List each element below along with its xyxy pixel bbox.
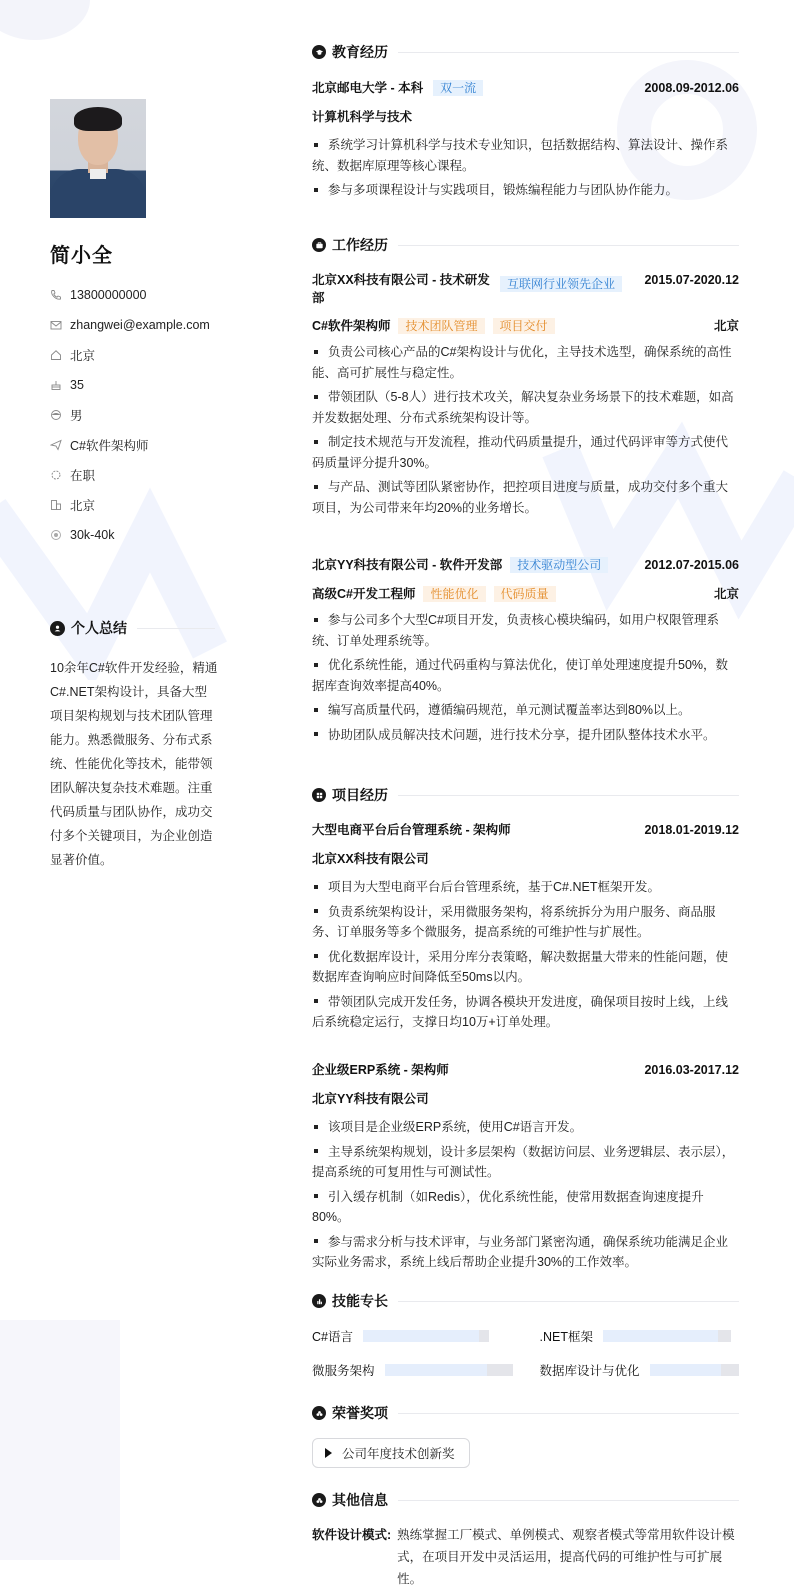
decor-rect (0, 1320, 120, 1560)
building-icon (50, 499, 62, 511)
info-salary (50, 520, 210, 550)
info-status (50, 460, 210, 490)
other-value: 熟练掌握工厂模式、单例模式、观察者模式等常用软件设计模式，在项目开发中灵活运用，提高代码的可维护性与可扩展性。 (397, 1528, 735, 1586)
list-item: 协助团队成员解决技术问题，进行技术分享，提升团队整体技术水平。 (312, 725, 739, 746)
work-item-2 (312, 556, 739, 749)
play-icon (325, 1448, 332, 1458)
job-role: 高级C#开发工程师 (312, 587, 416, 601)
award-item: 公司年度技术创新奖 (312, 1438, 470, 1468)
list-item: 该项目是企业级ERP系统，使用C#语言开发。 (312, 1117, 739, 1138)
email-value: zhangwei@example.com (70, 318, 210, 332)
job-city: 北京 (713, 587, 739, 601)
list-item: 负责公司核心产品的C#架构设计与优化，主导技术选型，确保系统的高性能、高可扩展性与稳定性。 (312, 345, 732, 380)
job-role: C#软件架构师 (312, 319, 391, 333)
company-tag: 技术驱动型公司 (510, 557, 608, 573)
skill-bar (650, 1364, 739, 1376)
list-item: 参与多项课程设计与实践项目，锻炼编程能力与团队协作能力。 (312, 180, 739, 201)
send-icon (50, 439, 62, 451)
project-item-2 (312, 1061, 739, 1277)
education-date: 2008.09-2012.06 (644, 81, 739, 95)
project-bullets (312, 1117, 739, 1273)
list-item: 与产品、测试等团队紧密协作，把控项目进度与质量，成功交付多个重大项目，为公司带来年均20%的业务增长。 (312, 480, 729, 515)
skill-bar (603, 1330, 731, 1342)
mail-icon (50, 319, 62, 331)
list-item: 主导系统架构规划，设计多层架构（数据访问层、业务逻辑层、表示层），提高系统的可复用性与可测试性。 (312, 1144, 735, 1179)
phone-icon (50, 289, 62, 301)
job-city: 北京 (713, 319, 739, 333)
location-value: 北京 (70, 349, 96, 363)
list-item: 制定技术规范与开发流程，推动代码质量提升，通过代码评审等方式使代码质量评分提升30%。 (312, 435, 729, 470)
company-name: 北京YY科技有限公司 - 软件开发部 (312, 558, 503, 572)
work-date: 2012.07-2015.06 (644, 558, 739, 572)
major: 计算机科学与技术 (312, 110, 413, 124)
list-item: 参与公司多个大型C#项目开发，负责核心模块编码，如用户权限管理系统、订单处理系统等。 (312, 613, 719, 648)
salary-value: 30k-40k (70, 528, 115, 542)
user-icon (50, 621, 65, 636)
skill-item: .NET框架 (532, 1326, 740, 1346)
honors-list (312, 1438, 739, 1468)
position-value: C#软件架构师 (70, 439, 149, 453)
gender-value: 男 (70, 409, 83, 423)
list-item: 参与需求分析与技术评审，与业务部门紧密沟通，确保系统功能满足企业实际业务需求，系统上线后帮助企业提升30%的工作效率。 (312, 1234, 729, 1269)
list-item: 优化数据库设计，采用分库分表策略，解决数据量大带来的性能问题，使数据库查询响应时间降低至50ms以内。 (312, 949, 729, 984)
skills-heading: 技能专长 (312, 1291, 739, 1311)
city-value: 北京 (70, 499, 96, 513)
education-item (312, 79, 739, 205)
skill-bar (385, 1364, 513, 1376)
info-email (50, 310, 210, 340)
cake-icon (50, 379, 62, 391)
info-position (50, 430, 210, 460)
honors-heading: 荣誉奖项 (312, 1403, 739, 1423)
role-tag: 技术团队管理 (398, 318, 484, 334)
list-item: 带领团队完成开发任务，协调各模块开发进度，确保项目按时上线，上线后系统稳定运行，支撑日均10万+订单处理。 (312, 994, 729, 1029)
graduation-cap-icon (312, 45, 326, 59)
phone-value: 13800000000 (70, 288, 147, 302)
company-tag: 互联网行业领先企业 (500, 276, 622, 292)
role-tag: 项目交付 (493, 318, 555, 334)
info-age (50, 370, 210, 400)
info-phone (50, 280, 210, 310)
info-city (50, 490, 210, 520)
salary-icon (50, 529, 62, 541)
status-icon (50, 469, 62, 481)
status-value: 在职 (70, 469, 96, 483)
education-bullets (312, 135, 739, 201)
briefcase-icon (312, 238, 326, 252)
gender-icon (50, 409, 62, 421)
skill-bar (363, 1330, 489, 1342)
other-heading: 其他信息 (312, 1490, 739, 1510)
decor-circle (0, 0, 90, 40)
list-item: 优化系统性能，通过代码重构与算法优化，使订单处理速度提升50%，数据库查询效率提高40%。 (312, 658, 729, 693)
avatar (50, 99, 146, 218)
work-bullets (312, 610, 739, 745)
work-item-1 (312, 271, 739, 522)
project-name: 大型电商平台后台管理系统 - 架构师 (312, 823, 511, 837)
project-company: 北京YY科技有限公司 (312, 1092, 429, 1106)
skill-item: 微服务架构 (312, 1360, 520, 1380)
info-location (50, 340, 210, 370)
award-icon (312, 1406, 326, 1420)
other-item (312, 1524, 739, 1590)
summary-heading: 个人总结 (50, 618, 215, 638)
home-icon (50, 349, 62, 361)
list-item: 负责系统架构设计，采用微服务架构，将系统拆分为用户服务、商品服务、订单服务等多个微服务，提高系统的可维护性与扩展性。 (312, 904, 716, 939)
list-item: 带领团队（5-8人）进行技术攻关，解决复杂业务场景下的技术难题，如高并发数据处理、分布式系统架构设计等。 (312, 390, 734, 425)
list-item: 编写高质量代码，遵循编码规范，单元测试覆盖率达到80%以上。 (312, 700, 739, 721)
role-tag: 代码质量 (494, 586, 556, 602)
school-name: 北京邮电大学 - 本科 (312, 81, 424, 95)
school-tag: 双一流 (433, 80, 483, 96)
other-key: 软件设计模式: (312, 1528, 392, 1542)
contact-info-list (50, 280, 210, 550)
grid-icon (312, 788, 326, 802)
list-item: 引入缓存机制（如Redis），优化系统性能，使常用数据查询速度提升80%。 (312, 1189, 704, 1224)
skill-item: C#语言 (312, 1326, 520, 1346)
candidate-name: 简小全 (50, 245, 113, 267)
summary-text: 10余年C#软件开发经验，精通C#.NET架构设计，具备大型项目架构规划与技术团队管理能力。熟悉微服务、分布式系统、性能优化等技术，能带领团队解决复杂技术难题。注重代码质量与团队协作，成功交付多个关键项目，为企业创造显著价值。 (50, 661, 218, 867)
project-date: 2016.03-2017.12 (644, 1063, 739, 1077)
project-date: 2018.01-2019.12 (644, 823, 739, 837)
projects-heading: 项目经历 (312, 785, 739, 805)
work-date: 2015.07-2020.12 (644, 273, 739, 287)
skill-item: 数据库设计与优化 (532, 1360, 740, 1380)
role-tag: 性能优化 (423, 586, 485, 602)
list-item: 项目为大型电商平台后台管理系统，基于C#.NET框架开发。 (312, 877, 739, 898)
work-bullets (312, 342, 739, 518)
work-heading: 工作经历 (312, 235, 739, 255)
company-name: 北京XX科技有限公司 - 技术研发部 (312, 273, 490, 305)
award-icon (312, 1493, 326, 1507)
project-item-1 (312, 821, 739, 1037)
project-bullets (312, 877, 739, 1033)
skills-grid (312, 1326, 739, 1380)
project-company: 北京XX科技有限公司 (312, 852, 429, 866)
list-item: 系统学习计算机科学与技术专业知识，包括数据结构、算法设计、操作系统、数据库原理等核心课程。 (312, 138, 729, 173)
project-name: 企业级ERP系统 - 架构师 (312, 1063, 449, 1077)
info-gender (50, 400, 210, 430)
bar-chart-icon (312, 1294, 326, 1308)
age-value: 35 (70, 378, 84, 392)
education-heading: 教育经历 (312, 42, 739, 62)
